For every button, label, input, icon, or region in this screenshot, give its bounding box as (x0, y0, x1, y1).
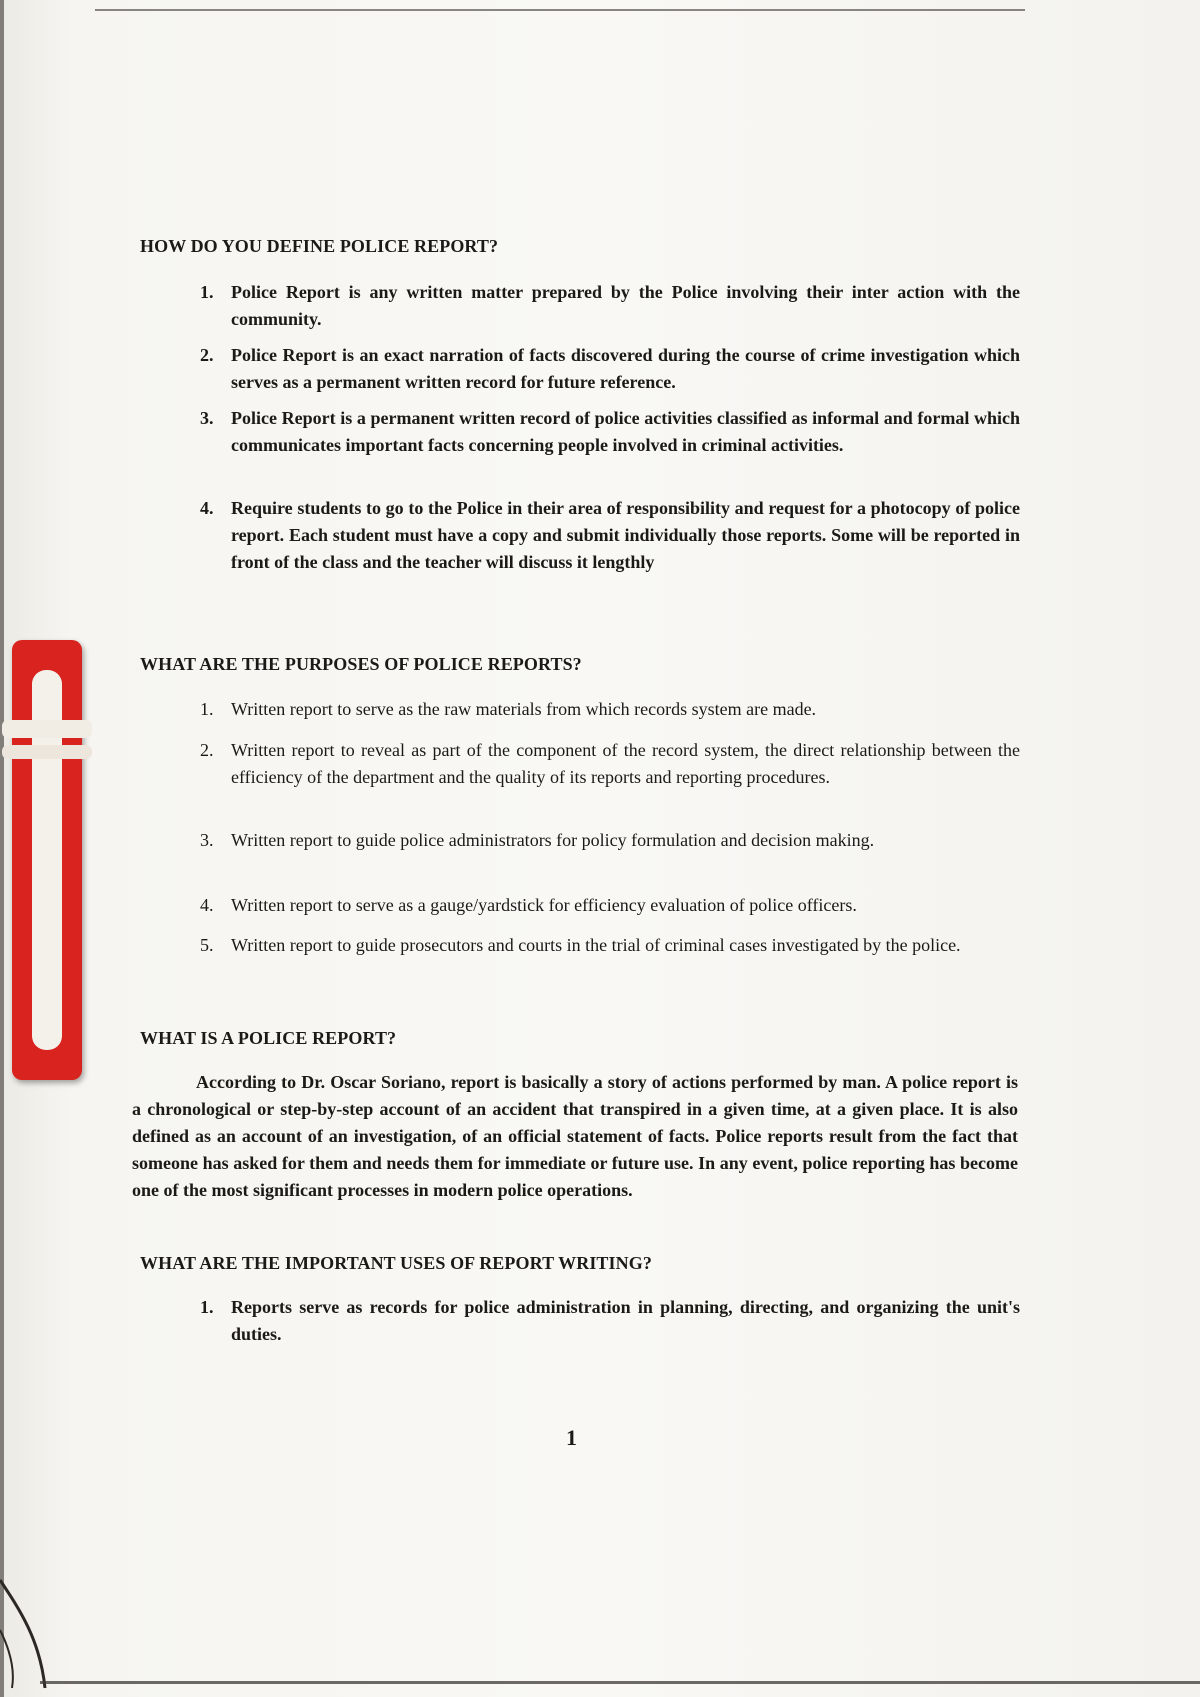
item-text: Police Report is a permanent written record of police activities classified as informal and formal which communicates important facts concerning people involved in criminal activities. (231, 408, 1020, 455)
item-number: 1. (200, 282, 214, 302)
item-text: Written report to serve as the raw materials from which records system are made. (231, 699, 817, 719)
list-item (200, 279, 1020, 333)
item-text: Written report to guide prosecutors and courts in the trial of criminal cases investigated by the police. (231, 935, 961, 955)
list-item (200, 737, 1020, 791)
item-text: Police Report is any written matter prepared by the Police involving their inter action with the community. (231, 282, 1020, 329)
item-text: Written report to reveal as part of the component of the record system, the direct relationship between the efficiency of the department and the quality of its reports and reporting procedures. (231, 740, 1020, 787)
item-number: 2. (200, 740, 214, 760)
list-item (200, 495, 1020, 576)
item-text: Written report to guide police administrators for policy formulation and decision making. (231, 830, 875, 850)
item-text: Require students to go to the Police in their area of responsibility and request for a photocopy of police report. Each student must have a copy and submit individually those reports. Some will be reported in front of the class and the teacher will discuss it lengthly (231, 498, 1020, 572)
top-border-line (95, 9, 1025, 11)
item-number: 4. (200, 895, 214, 915)
page-curl-shadow (0, 1570, 60, 1690)
binder-clip (12, 640, 82, 1080)
definition-paragraph: According to Dr. Oscar Soriano, report is basically a story of actions performed by man. A police report is a chronological or step-by-step account of an accident that transpired in a given time, at a given place. It is also defined as an account of an investigation, of an official statement of facts. Police reports result from the fact that someone has asked for them and needs them for immediate or future use. In any event, police reporting has become one of the most significant processes in modern police operations. (132, 1072, 1018, 1200)
page-number: 1 (566, 1425, 577, 1450)
section-heading-define: HOW DO YOU DEFINE POLICE REPORT? (140, 236, 499, 256)
section-heading-what-is: WHAT IS A POLICE REPORT? (140, 1028, 397, 1048)
binder-clip-band (2, 720, 92, 738)
list-item (200, 932, 1020, 959)
item-number: 3. (200, 408, 214, 428)
item-number: 3. (200, 830, 214, 850)
list-item (200, 1294, 1020, 1348)
item-number: 5. (200, 935, 214, 955)
item-text: Reports serve as records for police administration in planning, directing, and organizing the unit's duties. (231, 1297, 1020, 1344)
list-item (200, 892, 1020, 919)
bottom-border-line (40, 1681, 1200, 1684)
list-item (200, 827, 1020, 854)
item-text: Police Report is an exact narration of facts discovered during the course of crime investigation which serves as a permanent written record for future reference. (231, 345, 1020, 392)
item-number: 1. (200, 699, 214, 719)
item-number: 1. (200, 1297, 214, 1317)
page-curl-line (0, 1580, 45, 1688)
page-curl-line (0, 1630, 13, 1688)
item-text: Written report to serve as a gauge/yardstick for efficiency evaluation of police officers. (231, 895, 857, 915)
section-heading-uses: WHAT ARE THE IMPORTANT USES OF REPORT WRITING? (140, 1253, 652, 1273)
binder-clip-band (2, 745, 92, 759)
page-left-edge (0, 0, 4, 1697)
item-number: 2. (200, 345, 214, 365)
section-heading-purposes: WHAT ARE THE PURPOSES OF POLICE REPORTS? (140, 654, 582, 674)
list-item (200, 696, 1020, 723)
list-item (200, 342, 1020, 396)
item-number: 4. (200, 498, 214, 518)
list-item (200, 405, 1020, 459)
